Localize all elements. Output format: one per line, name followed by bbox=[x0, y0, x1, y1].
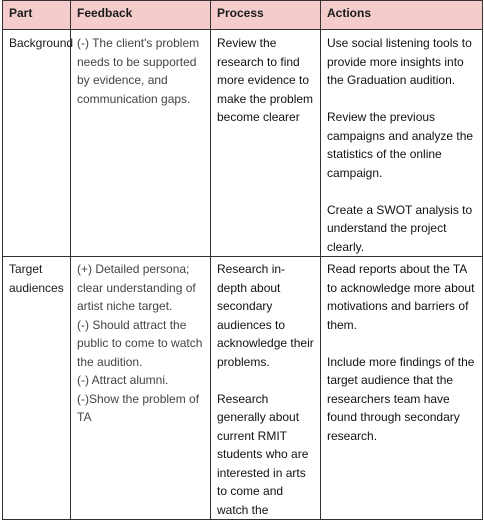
action-item: Read reports about the TA to acknowledge more about motivations and barriers of them. bbox=[327, 262, 475, 332]
process-item: Review the research to find more evidence to make the problem become clearer bbox=[217, 36, 314, 124]
cell-actions-background bbox=[321, 30, 483, 257]
action-item: Review the previous campaigns and analyze the statistics of the online campaign. bbox=[327, 110, 474, 180]
action-item: Create a SWOT analysis to understand the project clearly. bbox=[327, 202, 473, 254]
process-item: Research generally about current RMIT students who are interested in arts to come and watch the bbox=[217, 391, 309, 517]
cell-part-background bbox=[3, 30, 74, 257]
feedback-item: (+) Detailed persona; clear understanding of artist niche target. bbox=[77, 262, 196, 313]
feedback-table bbox=[2, 0, 483, 520]
table-header-row bbox=[3, 1, 483, 30]
cell-process-background bbox=[211, 30, 321, 257]
process-item: Research in-depth about secondary audiences to acknowledge their problems. bbox=[217, 262, 314, 369]
part-label: Target audiences bbox=[9, 262, 64, 295]
part-label: Background bbox=[9, 36, 74, 50]
cell-part-target-audiences bbox=[3, 257, 71, 520]
feedback-item: (-)Show the problem of TA bbox=[77, 391, 200, 424]
table-row bbox=[3, 30, 483, 257]
feedback-item: (-) Should attract the public to come to watch the audition. bbox=[77, 317, 203, 369]
action-item: Use social listening tools to provide more insights into the Graduation audition. bbox=[327, 36, 472, 87]
header-part: Part bbox=[3, 1, 71, 30]
cell-feedback-target-audiences bbox=[71, 257, 211, 520]
header-actions: Actions bbox=[321, 1, 483, 30]
table-row bbox=[3, 257, 483, 520]
action-item: Include more findings of the target audience that the researchers team have found through secondary research. bbox=[327, 354, 475, 443]
cell-actions-target-audiences bbox=[321, 257, 483, 520]
feedback-item: (-) The client's problem needs to be supported by evidence, and communication gaps. bbox=[77, 36, 200, 106]
cell-feedback-background bbox=[71, 30, 211, 257]
header-feedback: Feedback bbox=[71, 1, 211, 30]
cell-process-target-audiences bbox=[211, 257, 321, 520]
header-process: Process bbox=[211, 1, 321, 30]
feedback-item: (-) Attract alumni. bbox=[77, 373, 169, 387]
